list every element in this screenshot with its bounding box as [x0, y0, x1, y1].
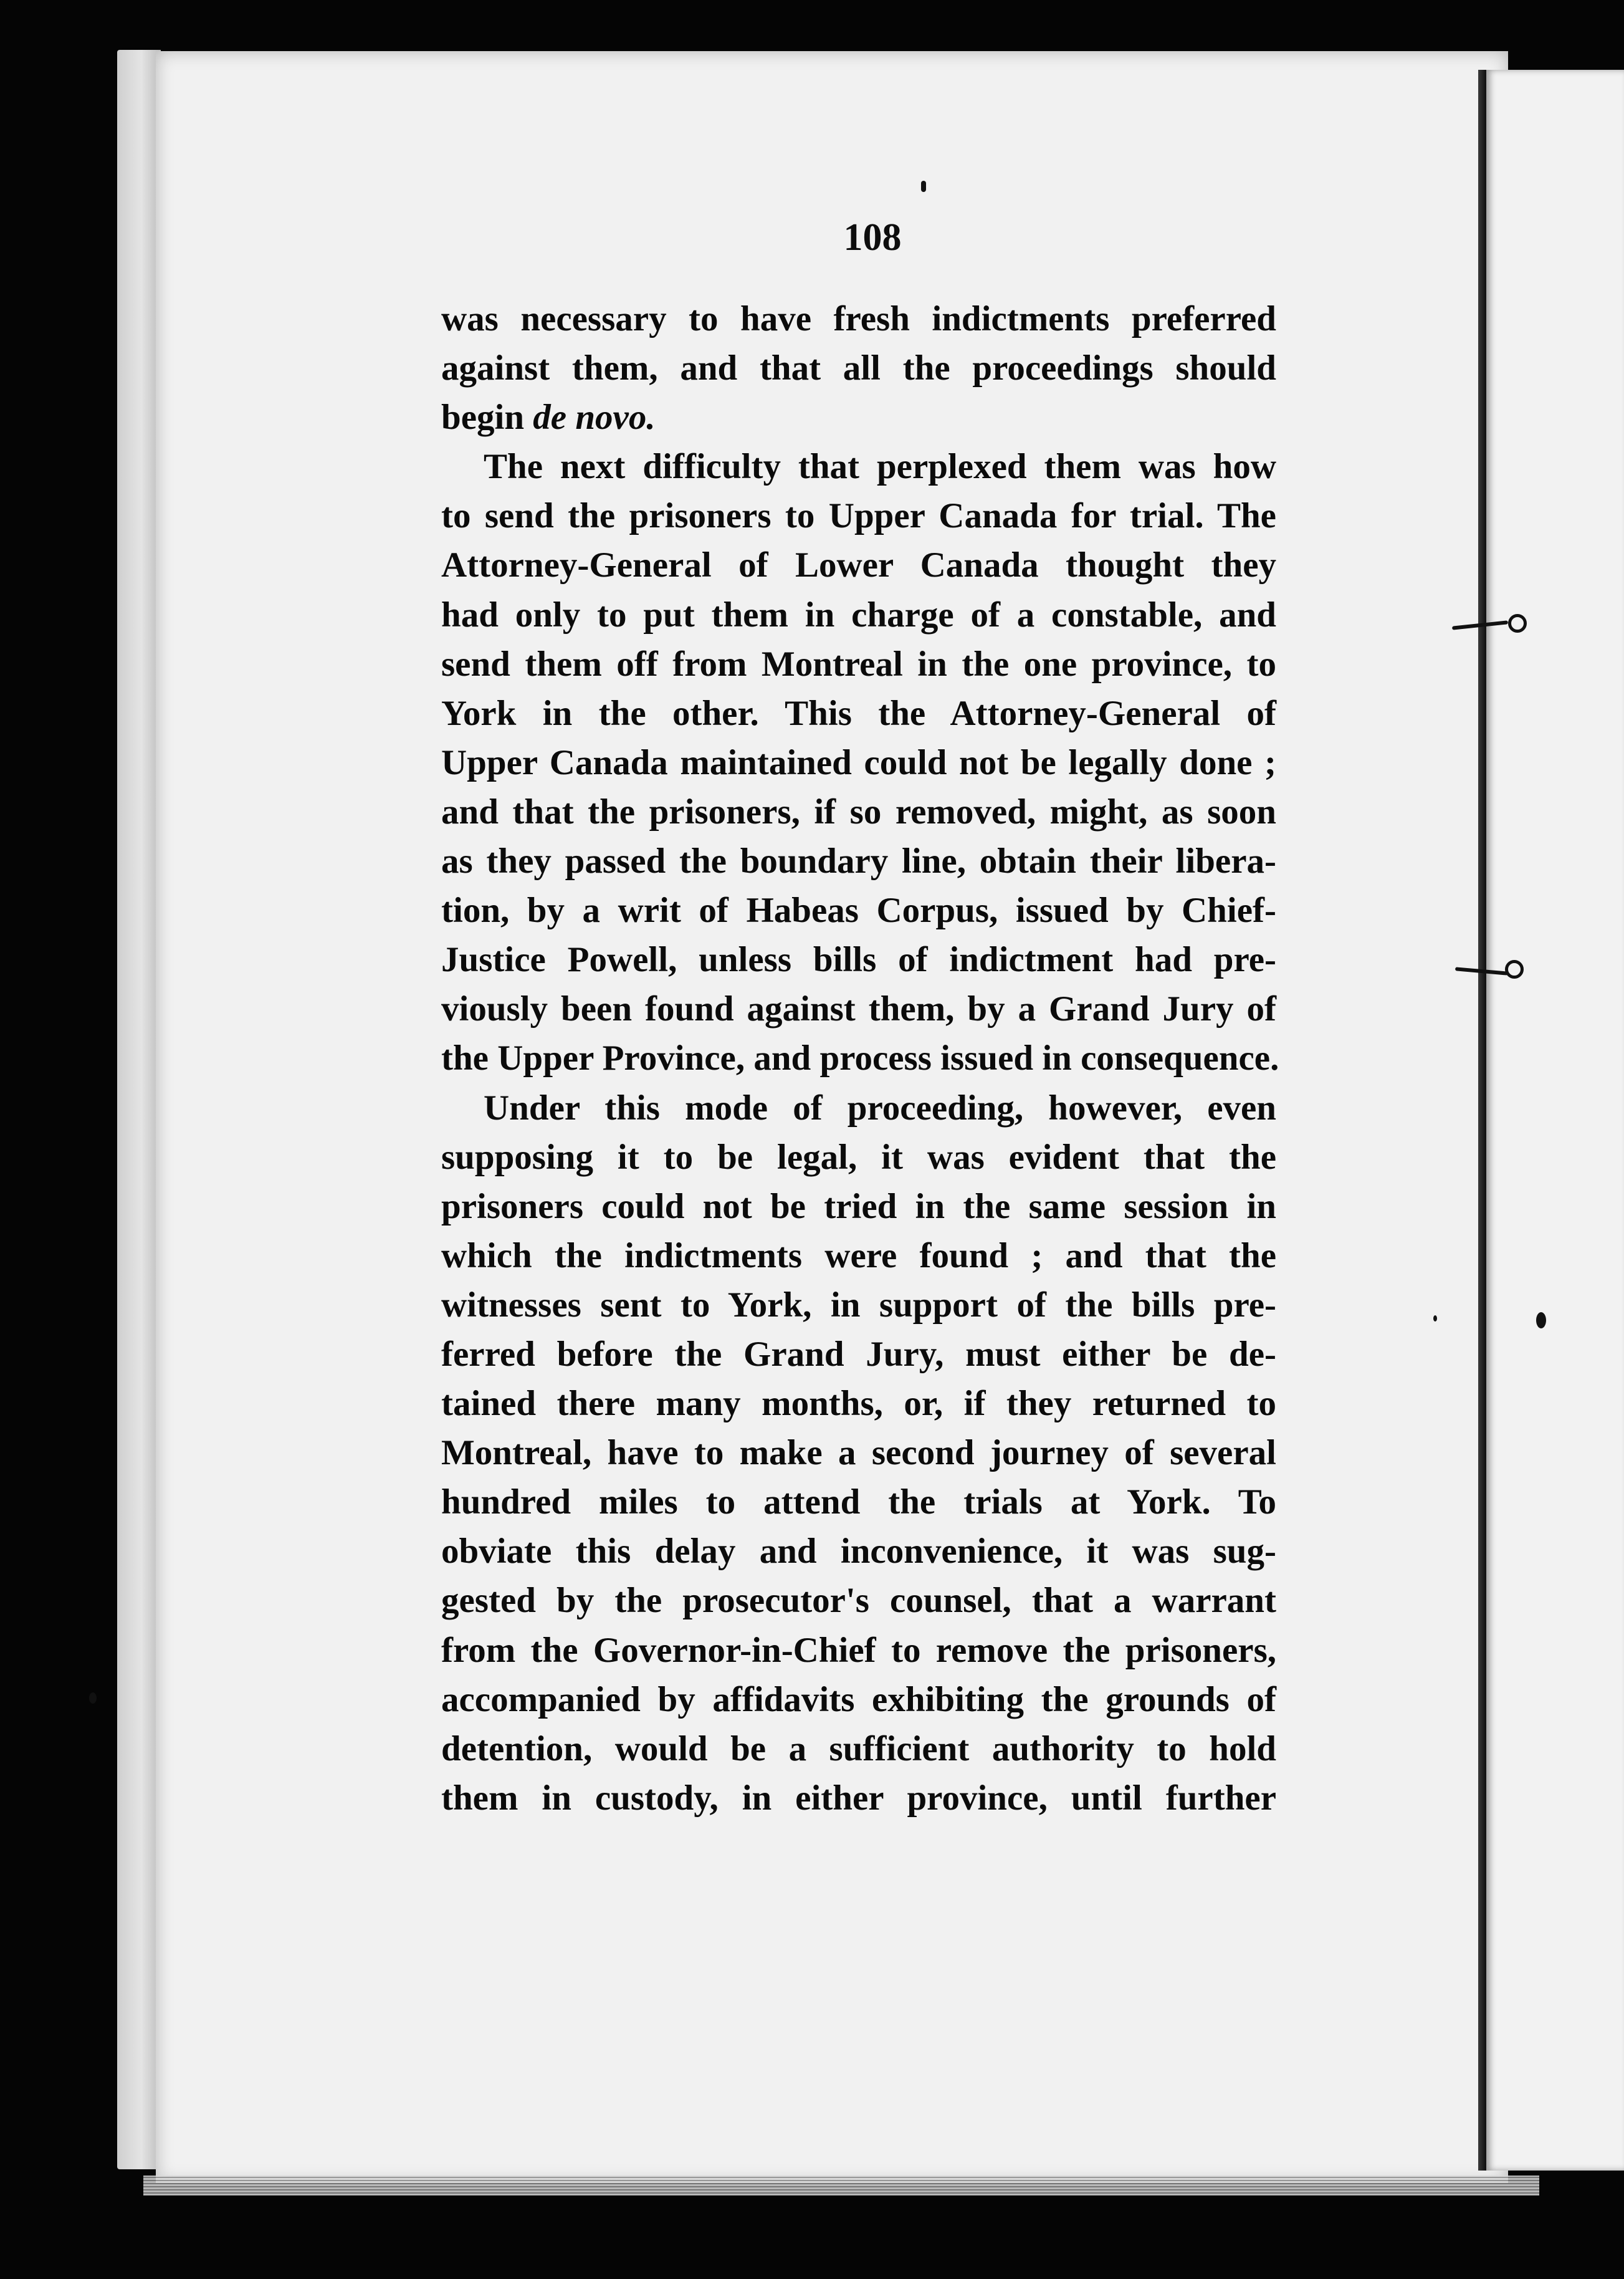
text-line: from the Governor-in-Chief to remove the prisoners,: [441, 1630, 1276, 1670]
facing-page-edge: [1486, 70, 1624, 2171]
text-fragment: begin: [441, 398, 525, 438]
text-line: to send the prisoners to Upper Canada for trial. The: [441, 496, 1276, 536]
text-line: prisoners could not be tried in the same session in: [441, 1186, 1276, 1226]
text-line: against them, and that all the proceedings should: [441, 348, 1276, 388]
text-line: which the indictments were found ; and that the: [441, 1235, 1276, 1275]
text-line: hundred miles to attend the trials at York. To: [441, 1482, 1276, 1522]
body-text: [441, 294, 1279, 1823]
text-line: York in the other. This the Attorney-General of: [441, 693, 1276, 733]
text-line: send them off from Montreal in the one province, to: [441, 644, 1276, 684]
page-number: 108: [843, 216, 902, 259]
text-line: witnesses sent to York, in support of the bills pre-: [441, 1285, 1276, 1325]
text-line: Upper Canada maintained could not be legally done ;: [441, 742, 1276, 782]
text-line: tained there many months, or, if they returned to: [441, 1384, 1276, 1424]
ink-speck: [921, 181, 926, 192]
text-line: as they passed the boundary line, obtain their libera-: [441, 842, 1276, 881]
text-line: supposing it to be legal, it was evident that the: [441, 1137, 1276, 1177]
text-line: and that the prisoners, if so removed, might, as soon: [441, 792, 1276, 832]
text-line: obviate this delay and inconvenience, it was sug-: [441, 1532, 1276, 1571]
text-line: detention, would be a sufficient authority to hold: [441, 1729, 1276, 1768]
text-line: Attorney-General of Lower Canada thought they: [441, 545, 1276, 585]
text-line: tion, by a writ of Habeas Corpus, issued by Chief-: [441, 891, 1276, 931]
ink-speck: [1433, 1315, 1437, 1322]
text-line: was necessary to have fresh indictments preferred: [441, 299, 1276, 338]
ink-speck: [1536, 1312, 1546, 1328]
paragraph-first-line: Under this mode of proceeding, however, even: [484, 1088, 1276, 1128]
text-line: them in custody, in either province, until further: [441, 1778, 1276, 1818]
paragraph-first-line: The next difficulty that perplexed them was how: [484, 447, 1276, 487]
text-line: gested by the prosecutor's counsel, that a warrant: [441, 1581, 1276, 1621]
binding-knot: [1505, 960, 1524, 979]
binding-knot: [1508, 614, 1527, 633]
ink-speck: [89, 1692, 97, 1704]
text-line: Montreal, have to make a second journey of several: [441, 1433, 1276, 1473]
text-line: Justice Powell, unless bills of indictment had pre-: [441, 940, 1276, 980]
text-line: accompanied by affidavits exhibiting the grounds of: [441, 1679, 1276, 1719]
italic-phrase: de novo.: [533, 398, 656, 438]
text-line: the Upper Province, and process issued in consequence.: [441, 1039, 1279, 1078]
text-line: [441, 393, 1276, 442]
text-line: ferred before the Grand Jury, must either be de-: [441, 1334, 1276, 1374]
book-left-edge: [117, 50, 161, 2169]
page-bottom-edge: [143, 2176, 1539, 2195]
text-line: viously been found against them, by a Grand Jury of: [441, 989, 1276, 1029]
text-line: had only to put them in charge of a constable, and: [441, 595, 1276, 635]
